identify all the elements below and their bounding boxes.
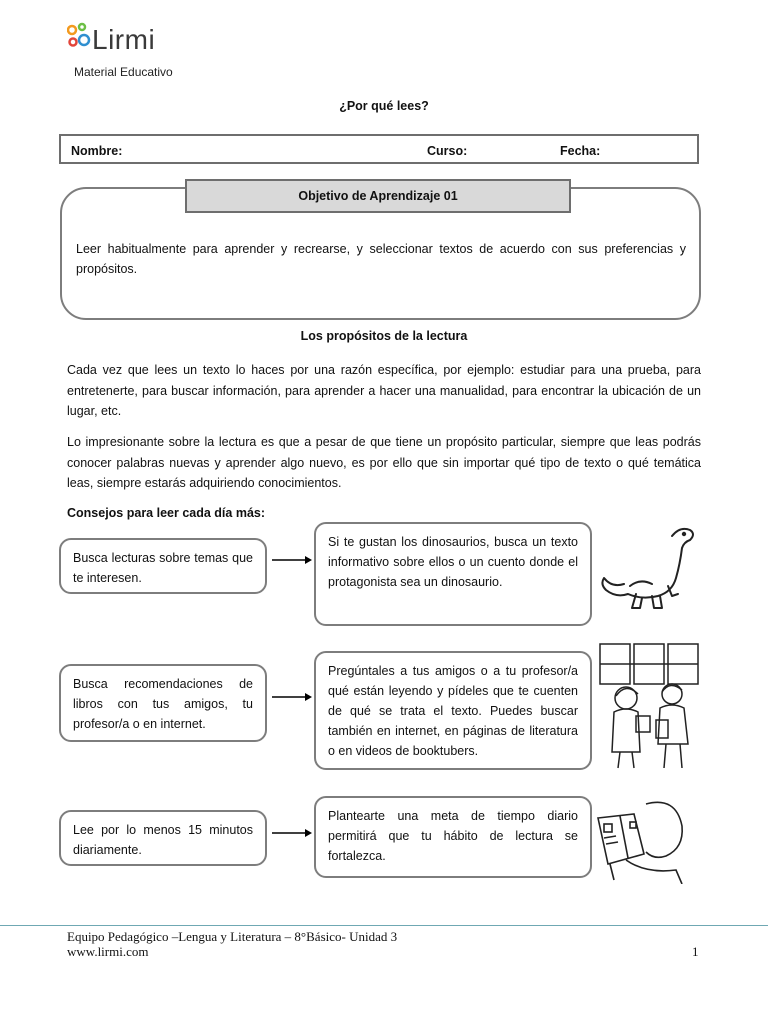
brand-name: Lirmi (92, 24, 156, 55)
footer (67, 929, 397, 959)
arrow-right-icon (272, 828, 312, 838)
course-label: Curso: (427, 144, 468, 158)
section-title: Los propósitos de la lectura (300, 329, 468, 343)
brand-subtitle: Material Educativo (74, 65, 173, 79)
students-reading-illustration-icon (598, 642, 702, 770)
detail-box-1: Si te gustan los dinosaurios, busca un texto informativo sobre ellos o un cuento donde el protagonista sea un dinosaurio. (314, 522, 592, 626)
child-reading-book-illustration-icon (596, 796, 688, 884)
dinosaur-illustration-icon (600, 524, 710, 616)
page-number: 1 (692, 944, 699, 959)
tips-title: Consejos para leer cada día más: (67, 506, 266, 520)
footer-credit: Equipo Pedagógico –Lengua y Literatura – 8°Básico- Unidad 3 (67, 929, 398, 944)
detail-box-3: Plantearte una meta de tiempo diario permitirá que tu hábito de lectura se fortalezca. (314, 796, 592, 878)
paragraph-1: Cada vez que lees un texto lo haces por una razón específica, por ejemplo: estudiar para una prueba, para entretenerte, para buscar información, para aprender a hacer una manualidad, para encontrar la ubicación de un lugar, etc. (67, 363, 701, 418)
footer-website[interactable]: www.lirmi.com (67, 944, 149, 959)
tip-box-1: Busca lecturas sobre temas que te interesen. (59, 538, 267, 594)
arrow-right-icon (272, 692, 312, 702)
detail-box-2: Pregúntales a tus amigos o a tu profesor/a qué están leyendo y pídeles que te cuenten de qué se trata el texto. Puedes buscar también en internet, en páginas de literatura o en videos de booktubers. (314, 651, 592, 770)
page-title: ¿Por qué lees? (339, 99, 429, 113)
objective-text: Leer habitualmente para aprender y recrearse, y seleccionar textos de acuerdo con sus preferencias y propósitos. (76, 242, 686, 276)
student-info-row (59, 134, 699, 164)
date-label: Fecha: (560, 144, 601, 158)
footer-divider (0, 925, 768, 926)
tip-box-2: Busca recomendaciones de libros con tus amigos, tu profesor/a o en internet. (59, 664, 267, 742)
lirmi-logo-icon (67, 22, 91, 62)
name-label: Nombre: (71, 144, 123, 158)
tip-box-3: Lee por lo menos 15 minutos diariamente. (59, 810, 267, 866)
paragraph-2: Lo impresionante sobre la lectura es que a pesar de que tiene un propósito particular, siempre que leas podrás conocer palabras nuevas y aprender algo nuevo, es por ello que sin importar qué tipo de texto o qué temática leas, siempre estarás adquiriendo conocimientos. (67, 435, 701, 490)
arrow-right-icon (272, 555, 312, 565)
objective-heading: Objetivo de Aprendizaje 01 (185, 179, 571, 213)
